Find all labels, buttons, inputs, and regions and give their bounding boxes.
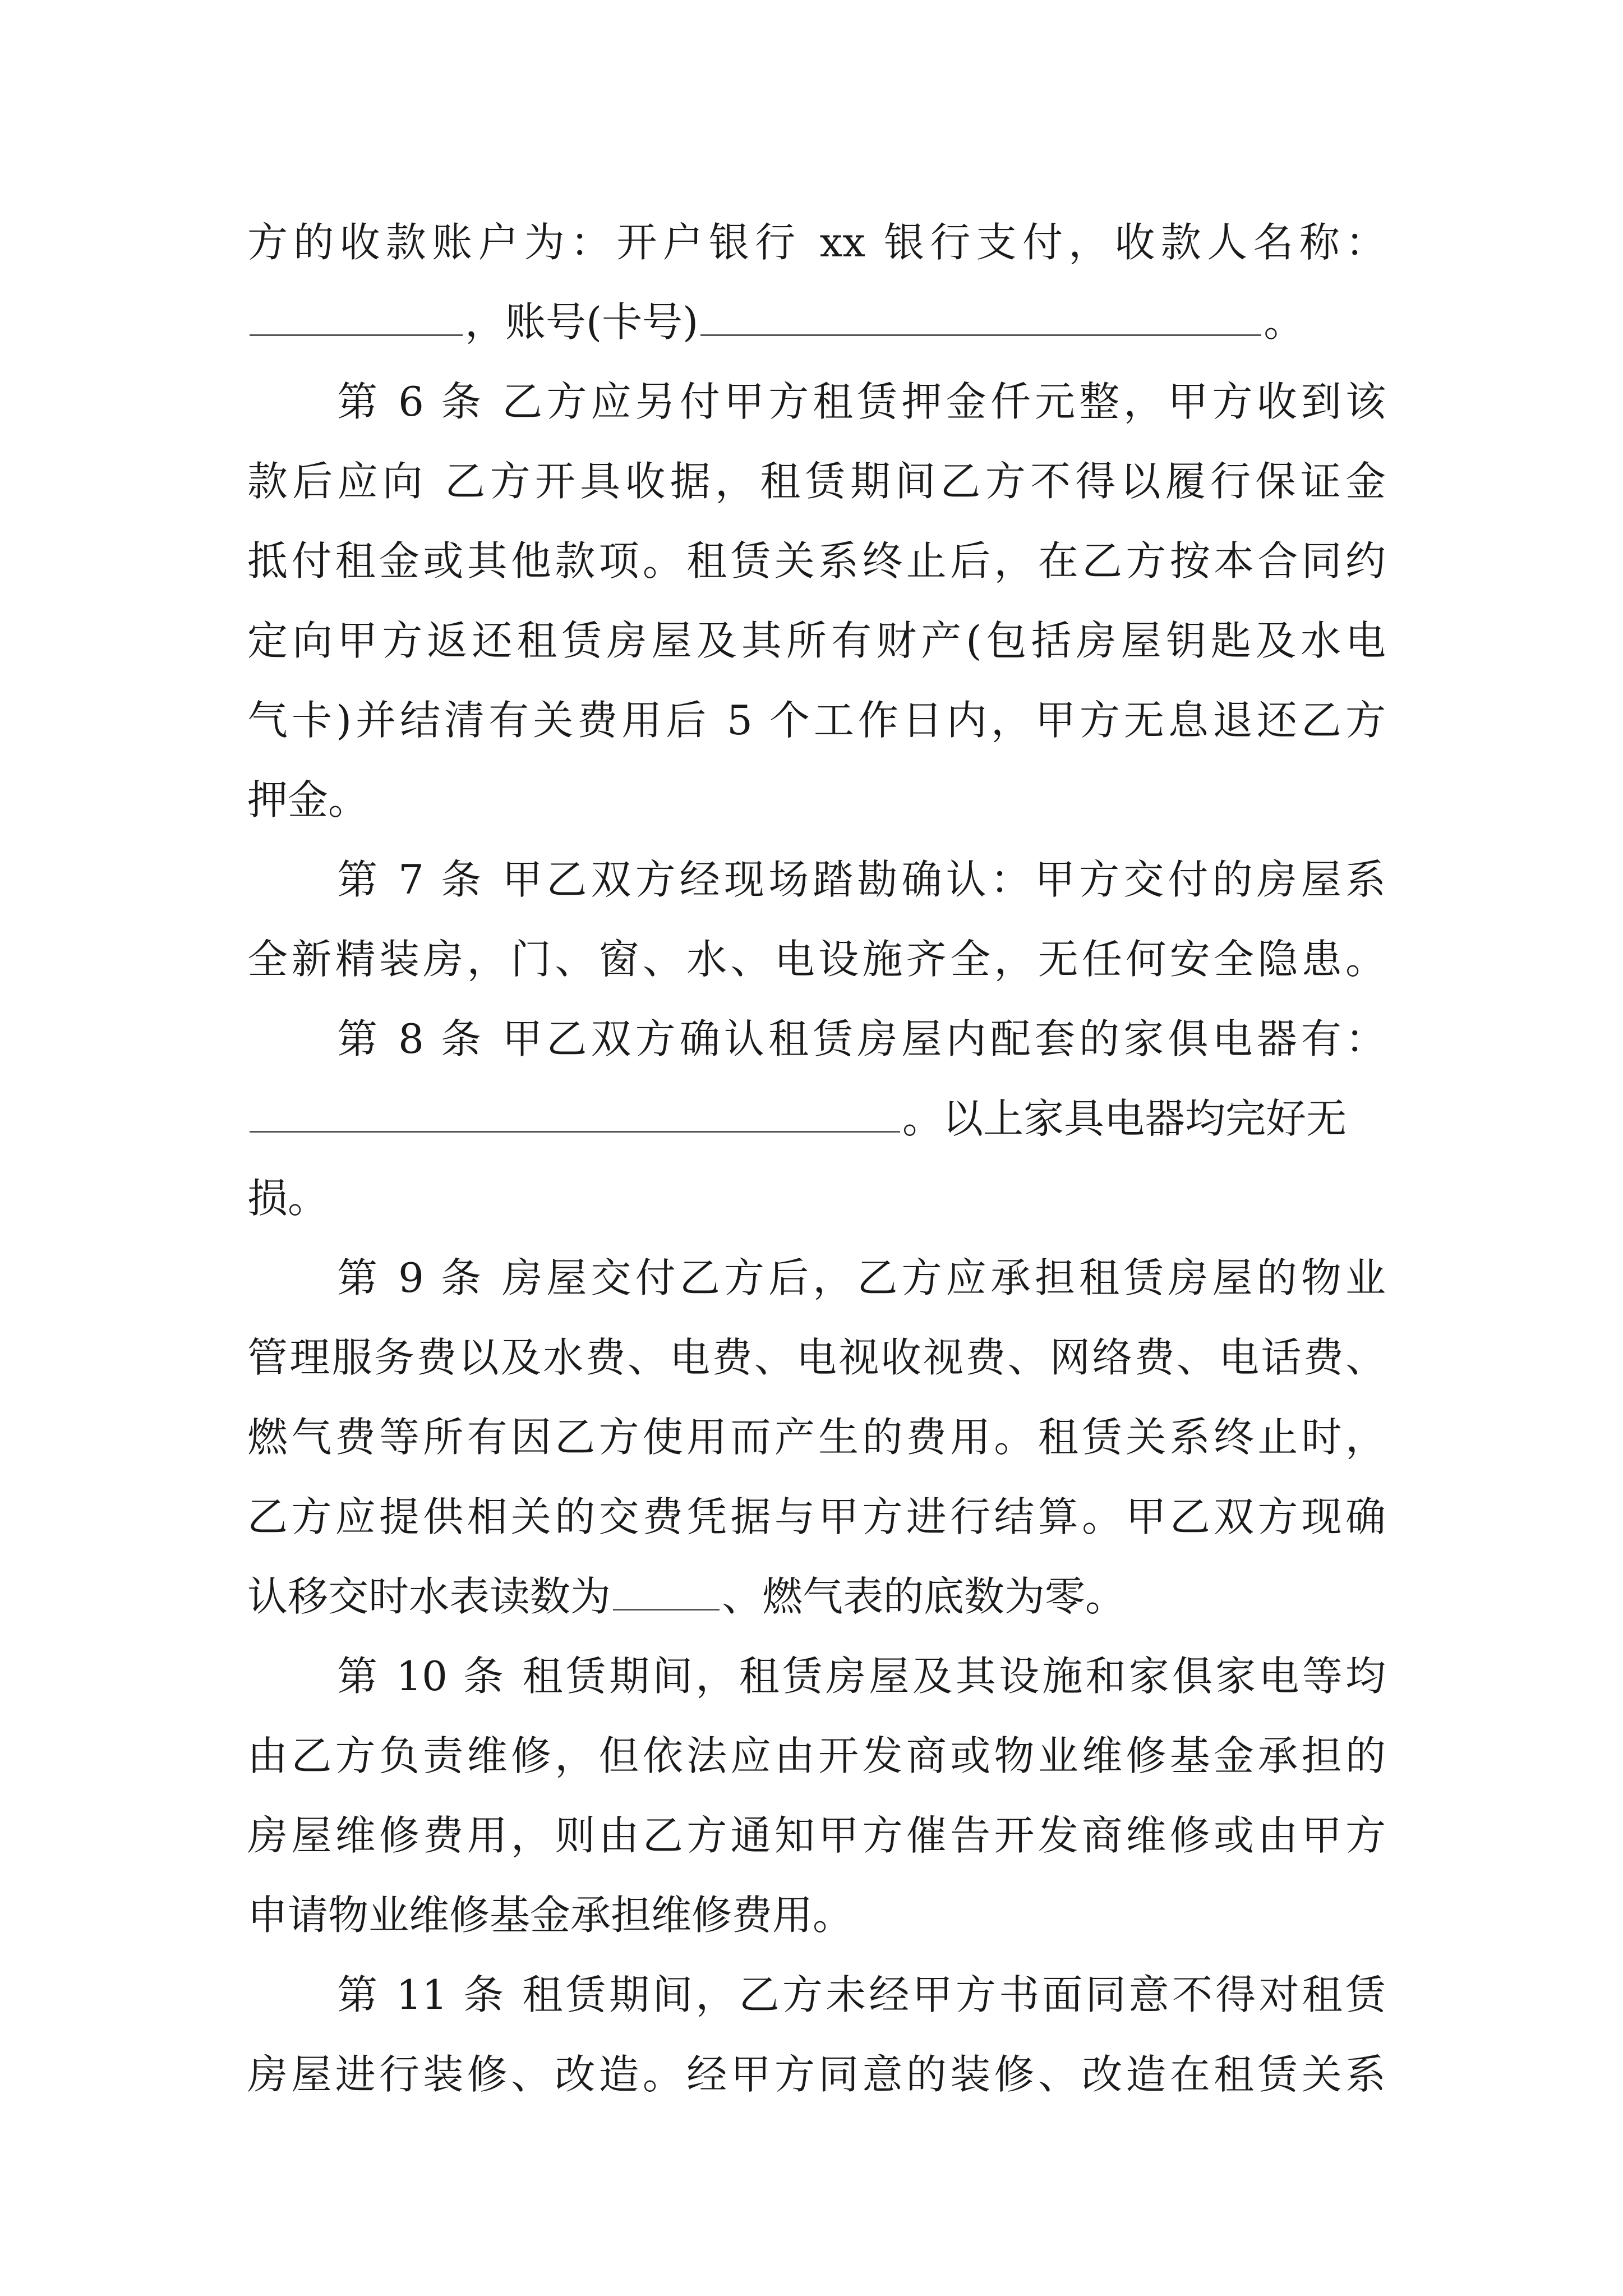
text-line-6: 定向甲方返还租赁房屋及其所有财产(包括房屋钥匙及水电 — [247, 617, 1386, 664]
text-line-13: 损。 — [247, 1175, 329, 1222]
text-line-19: 第 10 条 租赁期间，租赁房屋及其设施和家俱家电等均 — [337, 1653, 1386, 1700]
text-line-17: 乙方应提供相关的交费凭据与甲方进行结算。甲乙双方现确 — [247, 1493, 1386, 1540]
text-line-23: 第 11 条 租赁期间，乙方未经甲方书面同意不得对租赁 — [337, 1971, 1386, 2018]
text-line-24: 房屋进行装修、改造。经甲方同意的装修、改造在租赁关系 — [247, 2051, 1386, 2098]
account-label: ，账号(卡号) — [465, 298, 699, 346]
text-line-10: 全新精装房，门、窗、水、电设施齐全，无任何安全隐患。 — [247, 936, 1386, 983]
text-line-22: 申请物业维修基金承担维修费用。 — [247, 1892, 854, 1939]
water-meter-label: 认移交时水表读数为 — [247, 1573, 611, 1620]
text-line-12 — [247, 1092, 1386, 1145]
text-line-8: 押金。 — [247, 776, 369, 823]
blank-field-account-number[interactable] — [700, 295, 1261, 336]
text-line-16: 燃气费等所有因乙方使用而产生的费用。租赁关系终止时， — [247, 1414, 1386, 1461]
text-line-9: 第 7 条 甲乙双方经现场踏勘确认：甲方交付的房屋系 — [337, 856, 1386, 903]
text-line-3: 第 6 条 乙方应另付甲方租赁押金仟元整，甲方收到该 — [337, 378, 1386, 425]
line-end-period: 。 — [1264, 298, 1304, 346]
text-line-4: 款后应向 乙方开具收据，租赁期间乙方不得以履行保证金 — [247, 458, 1386, 505]
text-line-1: 方的收款账户为：开户银行 xx 银行支付，收款人名称： — [247, 219, 1386, 266]
text-line-20: 由乙方负责维修，但依法应由开发商或物业维修基金承担的 — [247, 1732, 1386, 1779]
text-line-21: 房屋维修费用，则由乙方通知甲方催告开发商维修或由甲方 — [247, 1812, 1386, 1859]
text-line-7: 气卡)并结清有关费用后 5 个工作日内，甲方无息退还乙方 — [247, 697, 1386, 744]
text-line-5: 抵付租金或其他款项。租赁关系终止后，在乙方按本合同约 — [247, 537, 1386, 585]
text-line-2 — [247, 295, 1386, 349]
text-line-15: 管理服务费以及水费、电费、电视收视费、网络费、电话费、 — [247, 1334, 1386, 1381]
blank-field-payee[interactable] — [250, 295, 463, 336]
blank-field-furniture[interactable] — [250, 1092, 900, 1133]
gas-meter-text: 、燃气表的底数为零。 — [722, 1573, 1126, 1620]
text-line-14: 第 9 条 房屋交付乙方后，乙方应承担租赁房屋的物业 — [337, 1254, 1386, 1301]
blank-field-water-meter[interactable] — [613, 1570, 720, 1611]
text-line-18 — [247, 1570, 1386, 1623]
text-line-11: 第 8 条 甲乙双方确认租赁房屋内配套的家俱电器有： — [337, 1015, 1386, 1062]
furniture-tail: 。以上家具电器均完好无 — [902, 1095, 1347, 1142]
